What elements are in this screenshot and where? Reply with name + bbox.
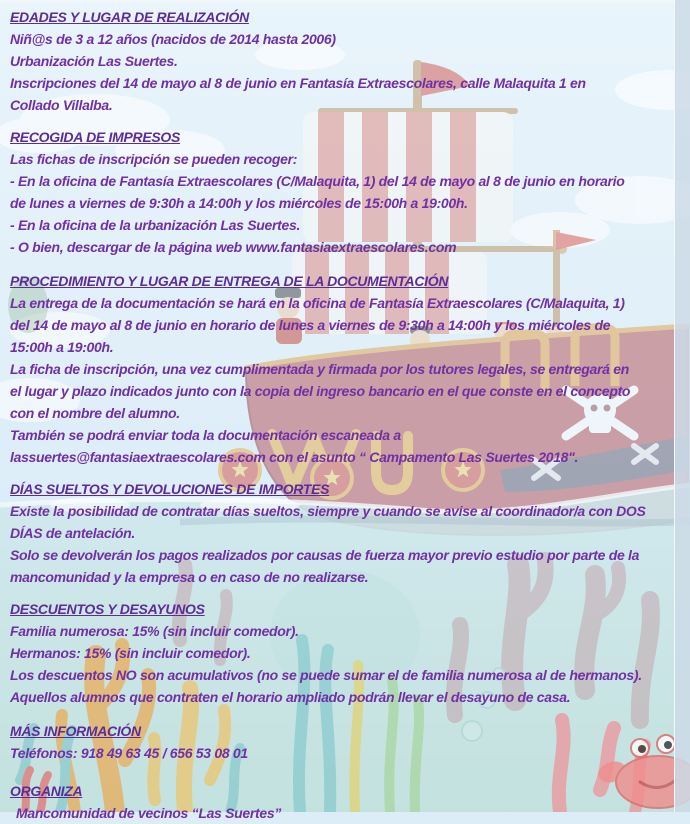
text-line: Existe la posibilidad de contratar días sueltos, siempre y cuando se avise al coordinador/a con DOS: [10, 503, 646, 519]
text-line: La ficha de inscripción, una vez cumplimentada y firmada por los tutores legales, se entregará en: [10, 361, 629, 377]
text-line: Los descuentos NO son acumulativos (no se puede sumar el de familia numerosa al de hermanos).: [10, 667, 642, 683]
text-line: La entrega de la documentación se hará en la oficina de Fantasía Extraescolares (C/Malaquita, 1): [10, 295, 625, 311]
section-descuentos: [10, 598, 686, 708]
text-line: Las fichas de inscripción se pueden recoger:: [10, 151, 298, 167]
text-line: 15:00h a 19:00h.: [10, 339, 114, 355]
text-line: DÍAS de antelación.: [10, 525, 135, 541]
organizer-name: Mancomunidad de vecinos “Las Suertes”: [16, 805, 282, 821]
text-line: de lunes a viernes de 9:30h a 14:00h y los miércoles de 15:00h a 19:00h.: [10, 195, 468, 211]
text-line: Inscripciones del 14 de mayo al 8 de junio en Fantasía Extraescolares, calle Malaquita 1 en: [10, 75, 586, 91]
text-line: Familia numerosa: 15% (sin incluir comedor).: [10, 623, 299, 639]
section-edades: [10, 6, 686, 116]
text-line: También se podrá enviar toda la documentación escaneada a: [10, 427, 401, 443]
section-heading: DESCUENTOS Y DESAYUNOS: [10, 601, 205, 617]
text-line: el lugar y plazo indicados junto con la copia del ingreso bancario en el que conste en el concepto: [10, 383, 631, 399]
section-dias-sueltos: [10, 478, 686, 588]
section-heading: RECOGIDA DE IMPRESOS: [10, 129, 181, 145]
text-line: Aquellos alumnos que contraten el horario ampliado podrán llevar el desayuno de casa.: [10, 689, 571, 705]
section-procedimiento: [10, 270, 686, 468]
section-heading: ORGANIZA: [10, 783, 83, 799]
text-line: Urbanización Las Suertes.: [10, 53, 178, 69]
text-line: Collado Villalba.: [10, 97, 113, 113]
text-line: Niñ@s de 3 a 12 años (nacidos de 2014 hasta 2006): [10, 31, 336, 47]
text-line: mancomunidad y la empresa o en caso de no realizarse.: [10, 569, 369, 585]
text-line: con el nombre del alumno.: [10, 405, 180, 421]
section-organiza: [10, 780, 686, 824]
section-heading: PROCEDIMIENTO Y LUGAR DE ENTREGA DE LA DOCUMENTACIÓN: [10, 273, 449, 289]
section-heading: DÍAS SUELTOS Y DEVOLUCIONES DE IMPORTES: [10, 481, 330, 497]
text-line: - En la oficina de la urbanización Las Suertes.: [10, 217, 301, 233]
phone-numbers: Teléfonos: 918 49 63 45 / 656 53 08 01: [10, 745, 248, 761]
section-heading: MÁS INFORMACIÓN: [10, 723, 141, 739]
text-line: - En la oficina de Fantasía Extraescolares (C/Malaquita, 1) del 14 de mayo al 8 de junio en horario: [10, 173, 625, 189]
text-line: Hermanos: 15% (sin incluir comedor).: [10, 645, 251, 661]
section-heading: EDADES Y LUGAR DE REALIZACIÓN: [10, 9, 249, 25]
section-recogida: [10, 126, 686, 258]
text-line email-address: lassuertes@fantasiaextraescolares.com con el asunto “ Campamento Las Suertes 2018".: [10, 449, 579, 465]
text-line: Solo se devolverán los pagos realizados por causas de fuerza mayor previo estudio por parte de la: [10, 547, 640, 563]
section-mas-informacion: [10, 720, 686, 764]
text-line: del 14 de mayo al 8 de junio en horario de lunes a viernes de 9:30h a 14:00h y los miércoles de: [10, 317, 611, 333]
text-line website-url: - O bien, descargar de la página web www.fantasiaextraescolares.com: [10, 239, 457, 255]
